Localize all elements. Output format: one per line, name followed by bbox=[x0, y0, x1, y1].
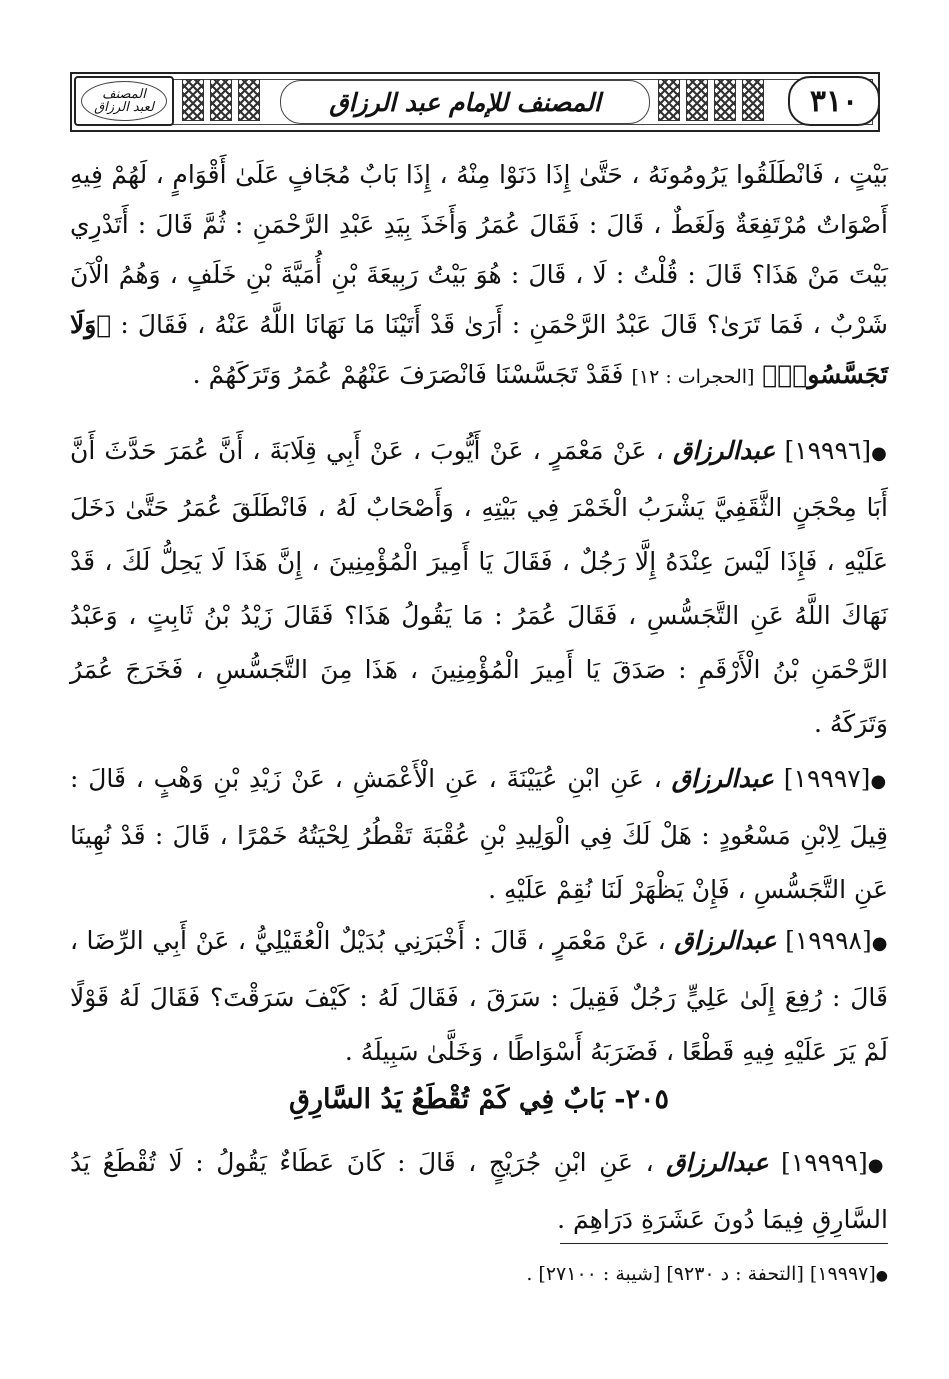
hadith-author: عبدالرزاق bbox=[672, 436, 776, 465]
bullet-icon: ● bbox=[875, 1268, 888, 1284]
hadith-number: [١٩٩٩٦] bbox=[784, 436, 872, 465]
hadith-number: [١٩٩٩٨] bbox=[785, 926, 872, 955]
bullet-icon: ● bbox=[871, 933, 888, 954]
bullet-icon: ● bbox=[870, 771, 888, 792]
ornament-left-icon bbox=[182, 79, 204, 121]
hadith-number: [١٩٩٩٩] bbox=[781, 1148, 868, 1177]
hadith-entry bbox=[70, 752, 888, 917]
hadith-number: [١٩٩٩٧] bbox=[783, 764, 871, 793]
paragraph-continuation bbox=[70, 150, 888, 402]
running-title: المصنف للإمام عبد الرزاق bbox=[280, 80, 650, 124]
page-number: ٣١٠ bbox=[788, 76, 880, 126]
hadith-author: عبدالرزاق bbox=[666, 1148, 769, 1177]
paragraph-text: بَيْتٍ ، فَانْطَلَقُوا يَرُومُونَهُ ، حَتَّىٰ إِذَا دَنَوْا مِنْهُ ، إِذَا بَابٌ مُجَافٍ عَلَىٰ أَقْوَامٍ ، لَهُمْ فِيهِ أَصْوَاتٌ مُرْتَفِعَةٌ وَلَغَطٌ ، قَالَ : فَقَالَ عُمَرُ وَأَخَذَ بِيَدِ عَبْدِ الرَّحْمَنِ : ثُمَّ قَالَ : أَتَدْرِي بَيْتَ مَنْ هَذَا؟ قَالَ : قُلْتُ : لَا ، قَالَ : هُوَ بَيْتُ رَبِيعَةَ بْنِ أُمَيَّةَ بْنِ خَلَفٍ ، وَهُمُ الْآنَ شَرْبٌ ، فَمَا تَرَىٰ؟ قَالَ عَبْدُ الرَّحْمَنِ : أَرَىٰ قَدْ أَتَيْنَا مَا نَهَانَا اللَّهُ عَنْهُ ، فَقَالَ : bbox=[70, 160, 888, 339]
page-header bbox=[70, 72, 880, 132]
bullet-icon: ● bbox=[871, 443, 888, 464]
hadith-text: ، عَنِ ابْنِ عُيَيْنَةَ ، عَنِ الْأَعْمَشِ ، عَنْ زَيْدِ بْنِ وَهْبٍ ، قَالَ : قِيلَ لِابْنِ مَسْعُودٍ : هَلْ لَكَ فِي الْوَلِيدِ بْنِ عُقْبَةَ تَقْطُرُ لِحْيَتُهُ خَمْرًا ، قَالَ : قَدْ نُهِينَا عَنِ التَّجَسُّسِ ، فَإِنْ يَظْهَرْ لَنَا نُقِمْ عَلَيْهِ . bbox=[70, 764, 888, 904]
verse-reference: [الحجرات : ١٢] bbox=[631, 366, 755, 388]
footnote-divider bbox=[560, 1243, 888, 1244]
book-logo-icon: المصنف لعبد الرزاق bbox=[81, 81, 167, 121]
footnote-text: [١٩٩٩٧] [التحفة : د ٩٢٣٠] [شيبة : ٢٧١٠٠] . bbox=[526, 1263, 876, 1285]
ornament-left-icon-3 bbox=[238, 79, 260, 121]
hadith-text: ، عَنْ مَعْمَرٍ ، قَالَ : أَخْبَرَنِي بُدَيْلٌ الْعُقَيْلِيُّ ، عَنْ أَبِي الرِّضَا ، قَالَ : رُفِعَ إِلَىٰ عَلِيٍّ رَجُلٌ فَقِيلَ : سَرَقَ ، فَقَالَ لَهُ : كَيْفَ سَرَقْتَ؟ فَقَالَ لَهُ قَوْلًا لَمْ يَرَ عَلَيْهِ فِيهِ قَطْعًا ، فَضَرَبَهُ أَسْوَاطًا ، وَخَلَّىٰ سَبِيلَهُ . bbox=[70, 926, 888, 1066]
hadith-text: ، عَنِ ابْنِ جُرَيْجٍ ، قَالَ : كَانَ عَطَاءٌ يَقُولُ : لَا تُقْطَعُ يَدُ السَّارِقِ فِيمَا دُونَ عَشَرَةِ دَرَاهِمَ . bbox=[70, 1148, 888, 1234]
hadith-entry bbox=[70, 914, 888, 1079]
hadith-entry bbox=[70, 1136, 888, 1247]
ornament-right-icon-3 bbox=[714, 79, 736, 121]
hadith-author: عبدالرزاق bbox=[671, 764, 774, 793]
ornament-right-icon bbox=[658, 79, 680, 121]
ornament-right-icon-2 bbox=[686, 79, 708, 121]
ornament-left-icon-2 bbox=[210, 79, 232, 121]
footnote bbox=[420, 1258, 888, 1292]
chapter-heading: ٢٠٥- بَابٌ فِي كَمْ تُقْطَعُ يَدُ السَّارِقِ bbox=[289, 1084, 669, 1115]
book-logo-badge bbox=[74, 76, 174, 126]
hadith-text: ، عَنْ مَعْمَرٍ ، عَنْ أَيُّوبَ ، عَنْ أَبِي قِلَابَةَ ، أَنَّ عُمَرَ حَدَّثَ أَنَّ أَبَا مِحْجَنٍ الثَّقَفِيَّ يَشْرَبُ الْخَمْرَ فِي بَيْتِهِ ، وَأَصْحَابٌ لَهُ ، فَانْطَلَقَ عُمَرُ حَتَّىٰ دَخَلَ عَلَيْهِ ، فَإِذَا لَيْسَ عِنْدَهُ إِلَّا رَجُلٌ ، فَقَالَ يَا أَمِيرَ الْمُؤْمِنِينَ ، إِنَّ هَذَا لَا يَحِلُّ لَكَ ، قَدْ نَهَاكَ اللَّهُ عَنِ التَّجَسُّسِ ، فَقَالَ عُمَرُ : مَا يَقُولُ هَذَا؟ فَقَالَ زَيْدُ بْنُ ثَابِتٍ ، وَعَبْدُ الرَّحْمَنِ بْنُ الْأَرْقَمِ : صَدَقَ يَا أَمِيرَ الْمُؤْمِنِينَ ، هَذَا مِنَ التَّجَسُّسِ ، فَخَرَجَ عُمَرُ وَتَرَكَهُ . bbox=[70, 436, 888, 738]
bullet-icon: ● bbox=[867, 1155, 888, 1176]
paragraph-text-end: فَقَدْ تَجَسَّسْنَا فَانْصَرَفَ عَنْهُمْ عُمَرُ وَتَرَكَهُمْ . bbox=[192, 360, 624, 389]
quran-verse: ﴿وَلَا تَجَسَّسُوا۟﴾ bbox=[70, 310, 888, 389]
ornament-right-icon-4 bbox=[742, 79, 764, 121]
hadith-entry bbox=[70, 424, 888, 751]
hadith-author: عبدالرزاق bbox=[674, 926, 777, 955]
